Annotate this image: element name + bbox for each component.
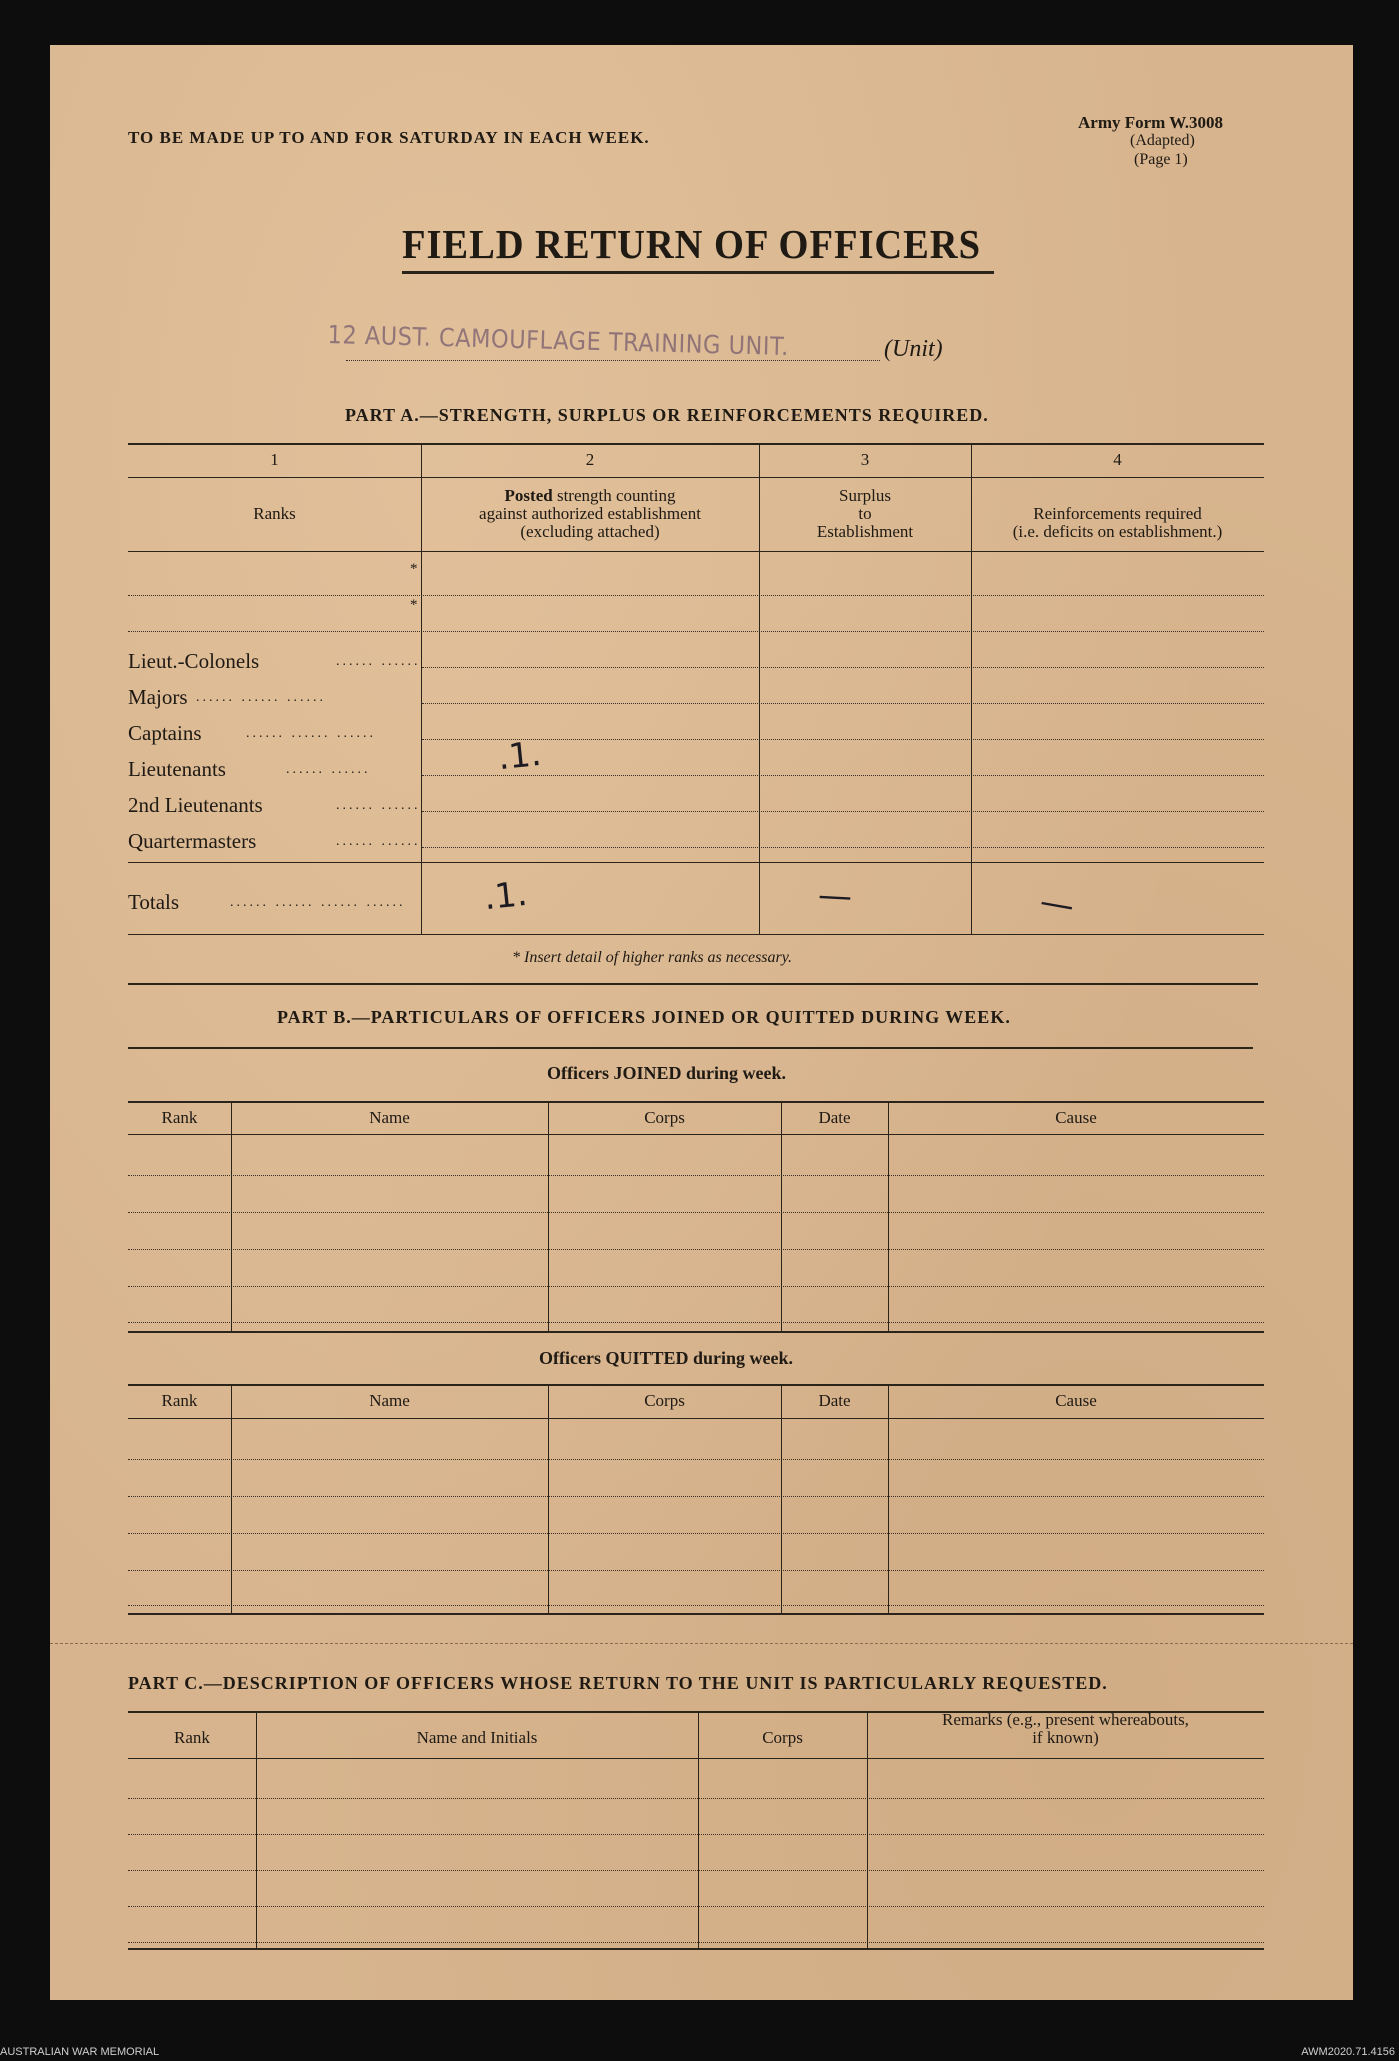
joined-col-cause: Cause [1055,1108,1097,1127]
rank-captains: Captains [128,721,202,745]
part-c-col-rank: Rank [174,1728,210,1747]
asterisk-row-1: * [410,561,418,577]
part-a-title: PART A.—STRENGTH, SURPLUS OR REINFORCEMENTS REQUIRED. [345,405,989,425]
part-c-col-corps: Corps [762,1728,803,1747]
rank-leader: ...... ...... [336,798,421,813]
joined-col-corps: Corps [644,1108,685,1127]
col-number-2: 2 [585,450,595,469]
joined-title: Officers JOINED during week. [547,1063,786,1083]
quitted-col-cause: Cause [1055,1391,1097,1410]
reinforcements-header-line1: Reinforcements required [1033,504,1202,523]
surplus-header-line2: to [858,504,872,523]
part-a-footnote: * Insert detail of higher ranks as necessary. [512,949,792,966]
reinforcements-header [971,505,1264,541]
totals-surplus-entry: — [816,875,854,917]
posted-header [421,487,759,541]
footer-right: AWM2020.71.4156 [1301,2046,1395,2058]
form-number: Army Form W.3008 [1078,113,1223,132]
rank-leader: ...... ...... [286,762,371,777]
quitted-title: Officers QUITTED during week. [539,1348,793,1368]
remarks-line2: if known) [1032,1728,1099,1747]
rank-lieut-colonels: Lieut.-Colonels [128,649,260,673]
col-number-3: 3 [860,450,870,469]
rank-leader: ...... ...... ...... [196,690,326,705]
surplus-header-line1: Surplus [839,486,891,505]
joined-col-rank: Rank [161,1108,198,1127]
section-divider [128,983,1258,985]
form-adapted: (Adapted) [1130,132,1195,149]
part-c-col-name: Name and Initials [416,1728,538,1747]
unit-stamp: 12 AUST. CAMOUFLAGE TRAINING UNIT. [327,320,790,362]
asterisk-row-2: * [410,597,418,613]
surplus-header-line3: Establishment [816,522,914,541]
section-divider [128,1047,1253,1049]
joined-col-date: Date [818,1108,851,1127]
form-page: (Page 1) [1134,151,1188,168]
rank-leader: ...... ...... [336,654,421,669]
perforation-line [50,1643,1353,1644]
form-instruction: TO BE MADE UP TO AND FOR SATURDAY IN EACH WEEK. [128,128,650,147]
posted-header-rest: strength counting [556,486,676,505]
posted-header-line2: against authorized establishment [479,504,701,523]
totals-label: Totals [128,890,180,914]
unit-line [346,360,880,361]
rank-2nd-lieutenants: 2nd Lieutenants [128,793,263,817]
totals-posted-entry: .1. [482,873,530,919]
ranks-header: Ranks [253,504,296,523]
part-c-col-remarks [867,1711,1264,1747]
surplus-header [759,487,971,541]
joined-col-name: Name [369,1108,410,1127]
quitted-col-date: Date [818,1391,851,1410]
totals-reinforcements-entry: — [1036,881,1078,927]
footer-left: AUSTRALIAN WAR MEMORIAL [0,2046,160,2058]
unit-label: (Unit) [884,336,943,362]
reinforcements-header-line2: (i.e. deficits on establishment.) [1012,522,1223,541]
rank-quartermasters: Quartermasters [128,829,257,853]
part-b-title: PART B.—PARTICULARS OF OFFICERS JOINED OR QUITTED DURING WEEK. [277,1007,1011,1027]
remarks-line1: Remarks (e.g., present whereabouts, [942,1710,1189,1729]
page-title: FIELD RETURN OF OFFICERS [402,221,981,267]
lieutenants-posted-entry: .1. [496,733,544,779]
col-number-4: 4 [1113,450,1122,469]
quitted-col-corps: Corps [644,1391,685,1410]
rank-lieutenants: Lieutenants [128,757,226,781]
col-number-1: 1 [270,450,279,469]
posted-header-line3: (excluding attached) [520,522,660,541]
quitted-col-name: Name [369,1391,410,1410]
rank-leader: ...... ...... [336,834,421,849]
rank-leader: ...... ...... ...... [246,726,376,741]
quitted-col-rank: Rank [161,1391,198,1410]
rank-majors: Majors [128,685,188,709]
title-underline [402,271,994,274]
totals-leader: ...... ...... ...... ...... [230,895,406,910]
part-c-title: PART C.—DESCRIPTION OF OFFICERS WHOSE RETURN TO THE UNIT IS PARTICULARLY REQUESTED. [128,1673,1108,1693]
posted-header-bold: Posted [504,486,553,505]
